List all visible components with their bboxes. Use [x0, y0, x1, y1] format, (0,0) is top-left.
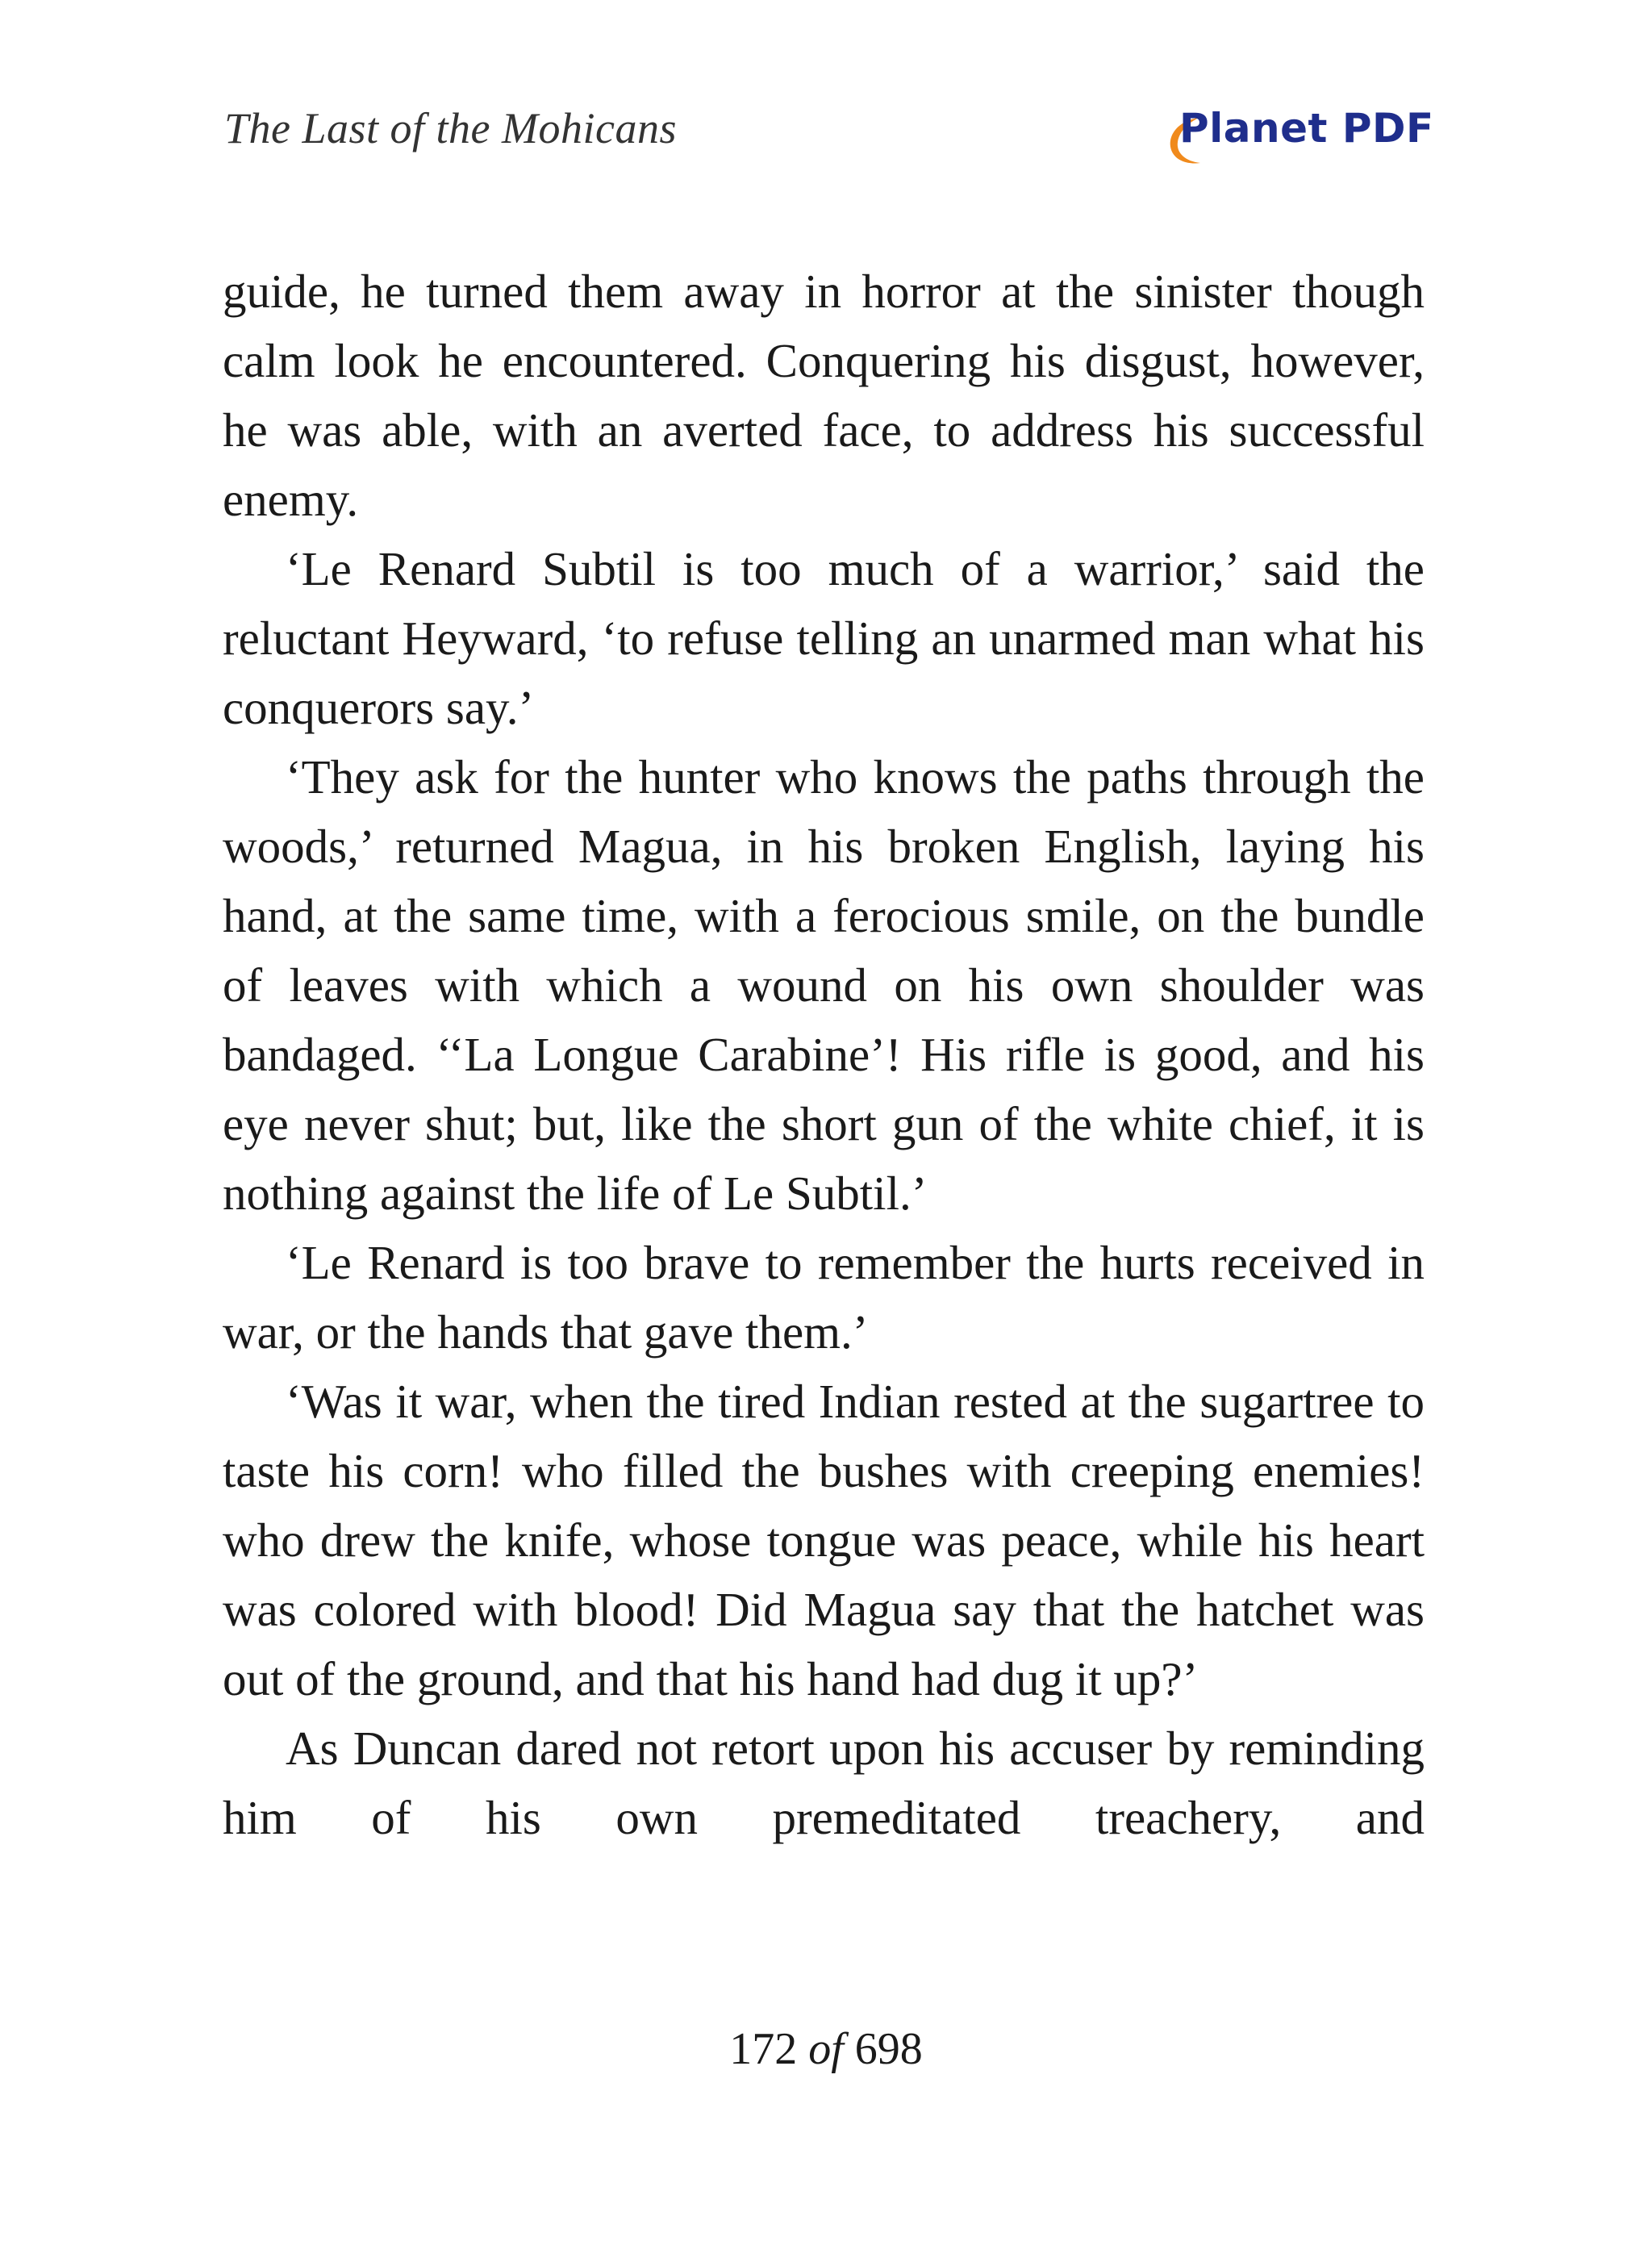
page-header	[0, 0, 1652, 194]
logo-text: Planet PDF	[1179, 105, 1434, 152]
current-page-number: 172	[729, 2024, 798, 2074]
paragraph-continues: As Duncan dared not retort upon his accuser by reminding him of his own premeditated treachery, and	[223, 1722, 1425, 1844]
page-body	[223, 257, 1425, 1852]
page-number	[0, 2023, 1652, 2075]
paragraph: ‘Le Renard is too brave to remember the hurts received in war, or the hands that gave them.’	[223, 1236, 1425, 1359]
page-separator: of	[808, 2024, 844, 2074]
book-title: The Last of the Mohicans	[224, 104, 677, 152]
total-page-count: 698	[854, 2024, 923, 2074]
planet-pdf-logo[interactable]	[1162, 102, 1436, 166]
paragraph-continued: guide, he turned them away in horror at the sinister though calm look he encountered. Conquering his disgust, however, he was able, with an averted face, to address his successful enemy.	[223, 265, 1425, 526]
paragraph: ‘They ask for the hunter who knows the paths through the woods,’ returned Magua, in his broken English, laying his hand, at the same time, with a ferocious smile, on the bundle of leaves with which a wound on his own shoulder was bandaged. ‘‘La Longue Carabine’! His rifle is good, and his eye never shut; but, like the short gun of the white chief, it is nothing against the life of Le Subtil.’	[223, 750, 1425, 1220]
paragraph: ‘Was it war, when the tired Indian rested at the sugartree to taste his corn! who filled the bushes with creeping enemies! who drew the knife, whose tongue was peace, while his heart was colored with blood! Did Magua say that the hatchet was out of the ground, and that his hand had dug it up?’	[223, 1375, 1425, 1705]
paragraph: ‘Le Renard Subtil is too much of a warrior,’ said the reluctant Heyward, ‘to refuse telling an unarmed man what his conquerors say.’	[223, 542, 1425, 734]
